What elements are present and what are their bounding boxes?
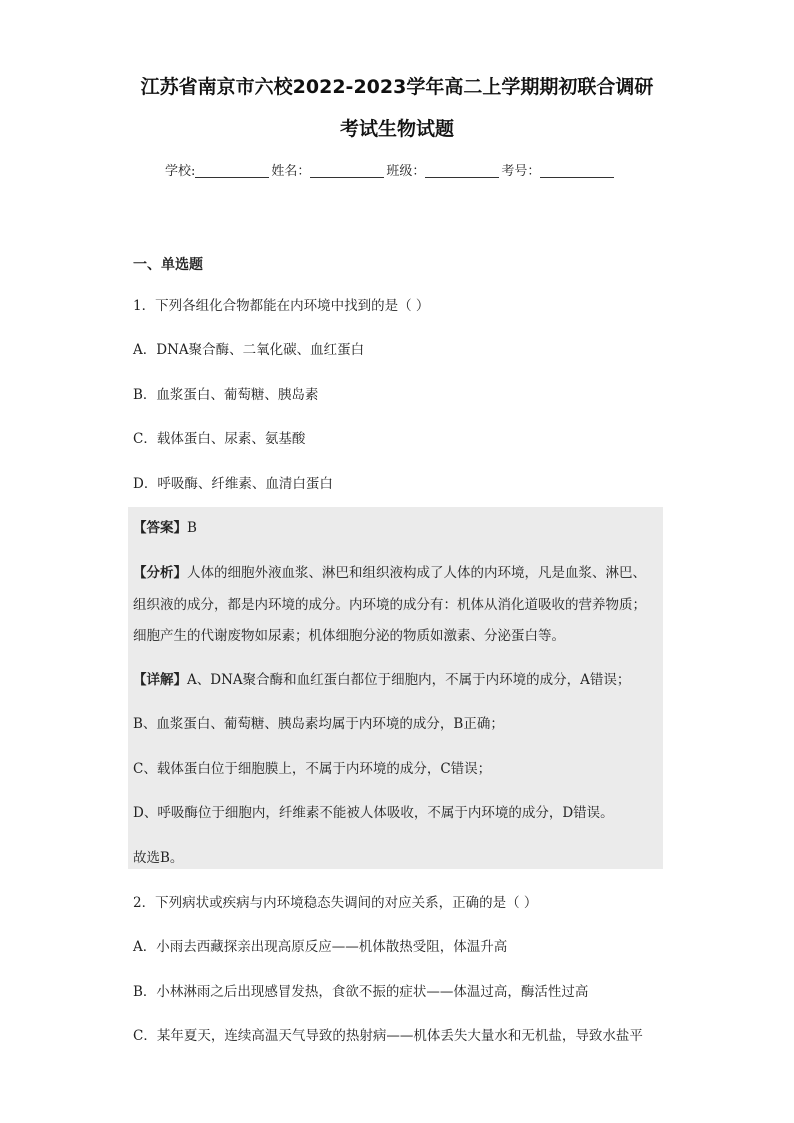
answer-tag: 【答案】 <box>133 520 187 536</box>
name-label: 姓名： <box>271 164 311 179</box>
analysis-line-3: 细胞产生的代谢废物如尿素；机体细胞分泌的物质如激素、分泌蛋白等。 <box>133 628 565 644</box>
class-label: 班级： <box>386 164 426 179</box>
detail-text-1: A、DNA聚合酶和血红蛋白都位于细胞内，不属于内环境的成分，A错误； <box>187 672 631 688</box>
question-1-stem: 1．下列各组化合物都能在内环境中找到的是（ ） <box>133 298 430 314</box>
number-label: 考号： <box>501 164 541 179</box>
question-1-option-d: D．呼吸酶、纤维素、血清白蛋白 <box>133 476 333 492</box>
school-blank[interactable] <box>195 165 269 178</box>
question-2-stem: 2．下列病状或疾病与内环境稳态失调间的对应关系，正确的是（ ） <box>133 895 538 911</box>
document-title-line-2: 考试生物试题 <box>339 118 454 140</box>
analysis-tag: 【分析】 <box>133 565 187 581</box>
answer-line <box>133 516 197 536</box>
analysis-line-2: 组织液的成分，都是内环境的成分。内环境的成分有：机体从消化道吸收的营养物质； <box>133 597 646 613</box>
question-2-option-b: B．小林淋雨之后出现感冒发热，食欲不振的症状——体温过高，酶活性过高 <box>133 984 589 1000</box>
question-1-option-c: C．载体蛋白、尿素、氨基酸 <box>133 431 306 447</box>
number-blank[interactable] <box>540 165 614 178</box>
document-title-line-1: 江苏省南京市六校2022-2023学年高二上学期期初联合调研 <box>140 76 654 98</box>
section-title: 一、单选题 <box>133 257 203 273</box>
student-info-row <box>165 160 616 179</box>
class-blank[interactable] <box>425 165 499 178</box>
detail-conclusion: 故选B。 <box>133 850 184 866</box>
name-blank[interactable] <box>310 165 384 178</box>
detail-line-3: C、载体蛋白位于细胞膜上，不属于内环境的成分，C错误； <box>133 761 492 777</box>
detail-line-1 <box>133 668 630 688</box>
detail-tag: 【详解】 <box>133 672 187 688</box>
analysis-line-1 <box>133 561 646 581</box>
question-1-option-a: A．DNA聚合酶、二氧化碳、血红蛋白 <box>133 342 365 358</box>
answer-value: B <box>187 520 197 536</box>
question-1-option-b: B．血浆蛋白、葡萄糖、胰岛素 <box>133 387 319 403</box>
detail-line-2: B、血浆蛋白、葡萄糖、胰岛素均属于内环境的成分，B正确； <box>133 716 504 732</box>
analysis-text-1: 人体的细胞外液血浆、淋巴和组织液构成了人体的内环境，凡是血浆、淋巴、 <box>187 565 646 581</box>
school-label: 学校: <box>165 164 196 179</box>
detail-line-4: D、呼吸酶位于细胞内，纤维素不能被人体吸收，不属于内环境的成分，D错误。 <box>133 805 614 821</box>
question-2-option-c: C．某年夏天，连续高温天气导致的热射病——机体丢失大量水和无机盐，导致水盐平 <box>133 1028 643 1044</box>
question-2-option-a: A．小雨去西藏探亲出现高原反应——机体散热受阻，体温升高 <box>133 939 508 955</box>
